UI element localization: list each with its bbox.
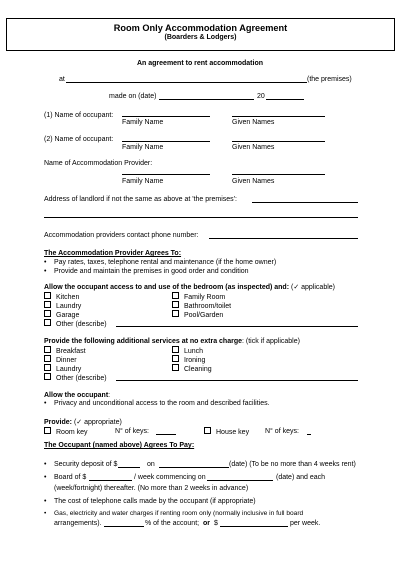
board-date-input[interactable] bbox=[207, 480, 273, 481]
service-other-input[interactable] bbox=[116, 380, 358, 381]
provider-family-caption: Family Name bbox=[122, 178, 164, 185]
access-note: (✓ applicable) bbox=[291, 284, 335, 291]
year-prefix: 20 bbox=[257, 93, 265, 100]
services-heading: Provide the following additional services at no extra charge bbox=[44, 338, 242, 345]
keys-note: (✓ appropriate) bbox=[73, 419, 122, 426]
checkbox-icon[interactable] bbox=[44, 364, 51, 371]
provider-agrees-item: • Provide and maintain the premises in good order and condition bbox=[44, 267, 249, 276]
occupant1-given-input[interactable] bbox=[232, 116, 325, 117]
utilities-amount-input[interactable] bbox=[220, 526, 288, 527]
occupant2-given-caption: Given Names bbox=[232, 144, 275, 151]
house-key-count-input[interactable] bbox=[307, 434, 311, 435]
address-label: Address of landlord if not the same as above at 'the premises': bbox=[44, 196, 237, 203]
security-deposit-label: • Security deposit of $ bbox=[44, 460, 117, 469]
provider-family-input[interactable] bbox=[122, 174, 210, 175]
premises-input[interactable] bbox=[66, 82, 307, 83]
date-input[interactable] bbox=[159, 99, 254, 100]
room-key-count-label: N° of keys: bbox=[115, 428, 149, 435]
checkbox-icon[interactable] bbox=[44, 292, 51, 299]
board-frequency-note: (week/fortnight) thereafter. (No more than 2 weeks in advance) bbox=[54, 485, 249, 492]
allow-item: • Privacy and unconditional access to the room and described facilities. bbox=[44, 399, 270, 408]
year-input[interactable] bbox=[266, 99, 304, 100]
occupant1-family-input[interactable] bbox=[122, 116, 210, 117]
service-checkbox-lunch[interactable]: Lunch bbox=[172, 346, 203, 356]
checkbox-icon[interactable] bbox=[44, 346, 51, 353]
occupant-pays-heading: The Occupant (named above) Agrees To Pay: bbox=[44, 442, 195, 449]
service-checkbox-dinner[interactable]: Dinner bbox=[44, 355, 77, 365]
occupant2-label: (2) Name of occupant: bbox=[44, 136, 114, 143]
made-on-label: made on (date) bbox=[109, 93, 157, 100]
access-checkbox-kitchen[interactable]: Kitchen bbox=[44, 292, 79, 302]
address-input-2[interactable] bbox=[44, 217, 358, 218]
security-date-input[interactable] bbox=[159, 467, 229, 468]
services-note: : (tick if applicable) bbox=[242, 338, 300, 345]
provider-label: Name of Accommodation Provider: bbox=[44, 160, 153, 167]
checkbox-icon[interactable] bbox=[172, 310, 179, 317]
access-checkbox-pool[interactable]: Pool/Garden bbox=[172, 310, 223, 320]
utilities-or: or bbox=[203, 520, 210, 527]
board-label: • Board of $ bbox=[44, 473, 86, 482]
occupant1-label: (1) Name of occupant: bbox=[44, 112, 114, 119]
house-key-checkbox[interactable]: House key bbox=[204, 427, 249, 437]
room-key-count-input[interactable] bbox=[156, 434, 176, 435]
provider-given-input[interactable] bbox=[232, 174, 325, 175]
document-subtitle: (Boarders & Lodgers) bbox=[164, 34, 237, 41]
access-checkbox-laundry[interactable]: Laundry bbox=[44, 301, 81, 311]
service-checkbox-breakfast[interactable]: Breakfast bbox=[44, 346, 86, 356]
access-heading: Allow the occupant access to and use of the bedroom (as inspected) and: bbox=[44, 284, 290, 291]
service-checkbox-laundry[interactable]: Laundry bbox=[44, 364, 81, 374]
checkbox-icon[interactable] bbox=[172, 355, 179, 362]
address-input-1[interactable] bbox=[252, 202, 358, 203]
security-on-label: on bbox=[147, 461, 155, 468]
checkbox-icon[interactable] bbox=[172, 292, 179, 299]
utilities-percent-input[interactable] bbox=[104, 526, 144, 527]
title-box bbox=[6, 18, 395, 51]
access-checkbox-family-room[interactable]: Family Room bbox=[172, 292, 225, 302]
checkbox-icon[interactable] bbox=[44, 319, 51, 326]
occupant2-family-caption: Family Name bbox=[122, 144, 164, 151]
occupant1-family-caption: Family Name bbox=[122, 119, 164, 126]
board-amount-input[interactable] bbox=[89, 480, 132, 481]
provider-agrees-heading: The Accommodation Provider Agrees To: bbox=[44, 250, 182, 257]
phone-calls-item: • The cost of telephone calls made by the occupant (if appropriate) bbox=[44, 497, 256, 506]
checkbox-icon[interactable] bbox=[44, 373, 51, 380]
provider-given-caption: Given Names bbox=[232, 178, 275, 185]
checkbox-icon[interactable] bbox=[172, 301, 179, 308]
utilities-item: • Gas, electricity and water charges if renting room only (normally inclusive in full board bbox=[44, 510, 303, 518]
checkbox-icon[interactable] bbox=[172, 346, 179, 353]
intro-text: An agreement to rent accommodation bbox=[136, 60, 264, 67]
utilities-per-week: per week. bbox=[290, 520, 321, 527]
provider-agrees-item: • Pay rates, taxes, telephone rental and maintenance (if the home owner) bbox=[44, 258, 276, 267]
occupant1-given-caption: Given Names bbox=[232, 119, 275, 126]
board-commencing-label: / week commencing on bbox=[134, 474, 206, 481]
utilities-percent-label: % of the account; bbox=[145, 520, 200, 527]
house-key-count-label: N° of keys: bbox=[265, 428, 299, 435]
security-deposit-input[interactable] bbox=[118, 467, 140, 468]
checkbox-icon[interactable] bbox=[44, 427, 51, 434]
access-other-input[interactable] bbox=[116, 326, 358, 327]
premises-at-label: at bbox=[59, 76, 65, 83]
room-key-checkbox[interactable]: Room key bbox=[44, 427, 88, 437]
keys-heading: Provide: bbox=[44, 419, 73, 426]
checkbox-icon[interactable] bbox=[44, 355, 51, 362]
access-checkbox-other[interactable]: Other (describe) bbox=[44, 319, 107, 329]
service-checkbox-ironing[interactable]: Ironing bbox=[172, 355, 205, 365]
checkbox-icon[interactable] bbox=[204, 427, 211, 434]
access-checkbox-garage[interactable]: Garage bbox=[44, 310, 79, 320]
utilities-dollar: $ bbox=[214, 520, 218, 527]
service-checkbox-other[interactable]: Other (describe) bbox=[44, 373, 107, 383]
occupant2-given-input[interactable] bbox=[232, 141, 325, 142]
phone-input[interactable] bbox=[209, 238, 358, 239]
checkbox-icon[interactable] bbox=[44, 310, 51, 317]
phone-label: Accommodation providers contact phone number: bbox=[44, 232, 199, 239]
access-checkbox-bathroom[interactable]: Bathroom/toilet bbox=[172, 301, 231, 311]
checkbox-icon[interactable] bbox=[172, 364, 179, 371]
board-each-label: (date) and each bbox=[276, 474, 326, 481]
checkbox-icon[interactable] bbox=[44, 301, 51, 308]
occupant2-family-input[interactable] bbox=[122, 141, 210, 142]
premises-suffix: (the premises) bbox=[307, 76, 352, 83]
utilities-arrangements: arrangements). bbox=[54, 520, 102, 527]
security-date-note: (date) (To be no more than 4 weeks rent) bbox=[229, 461, 356, 468]
document-title: Room Only Accommodation Agreement bbox=[113, 23, 288, 33]
service-checkbox-cleaning[interactable]: Cleaning bbox=[172, 364, 212, 374]
allow-heading: Allow the occupant bbox=[44, 392, 109, 399]
